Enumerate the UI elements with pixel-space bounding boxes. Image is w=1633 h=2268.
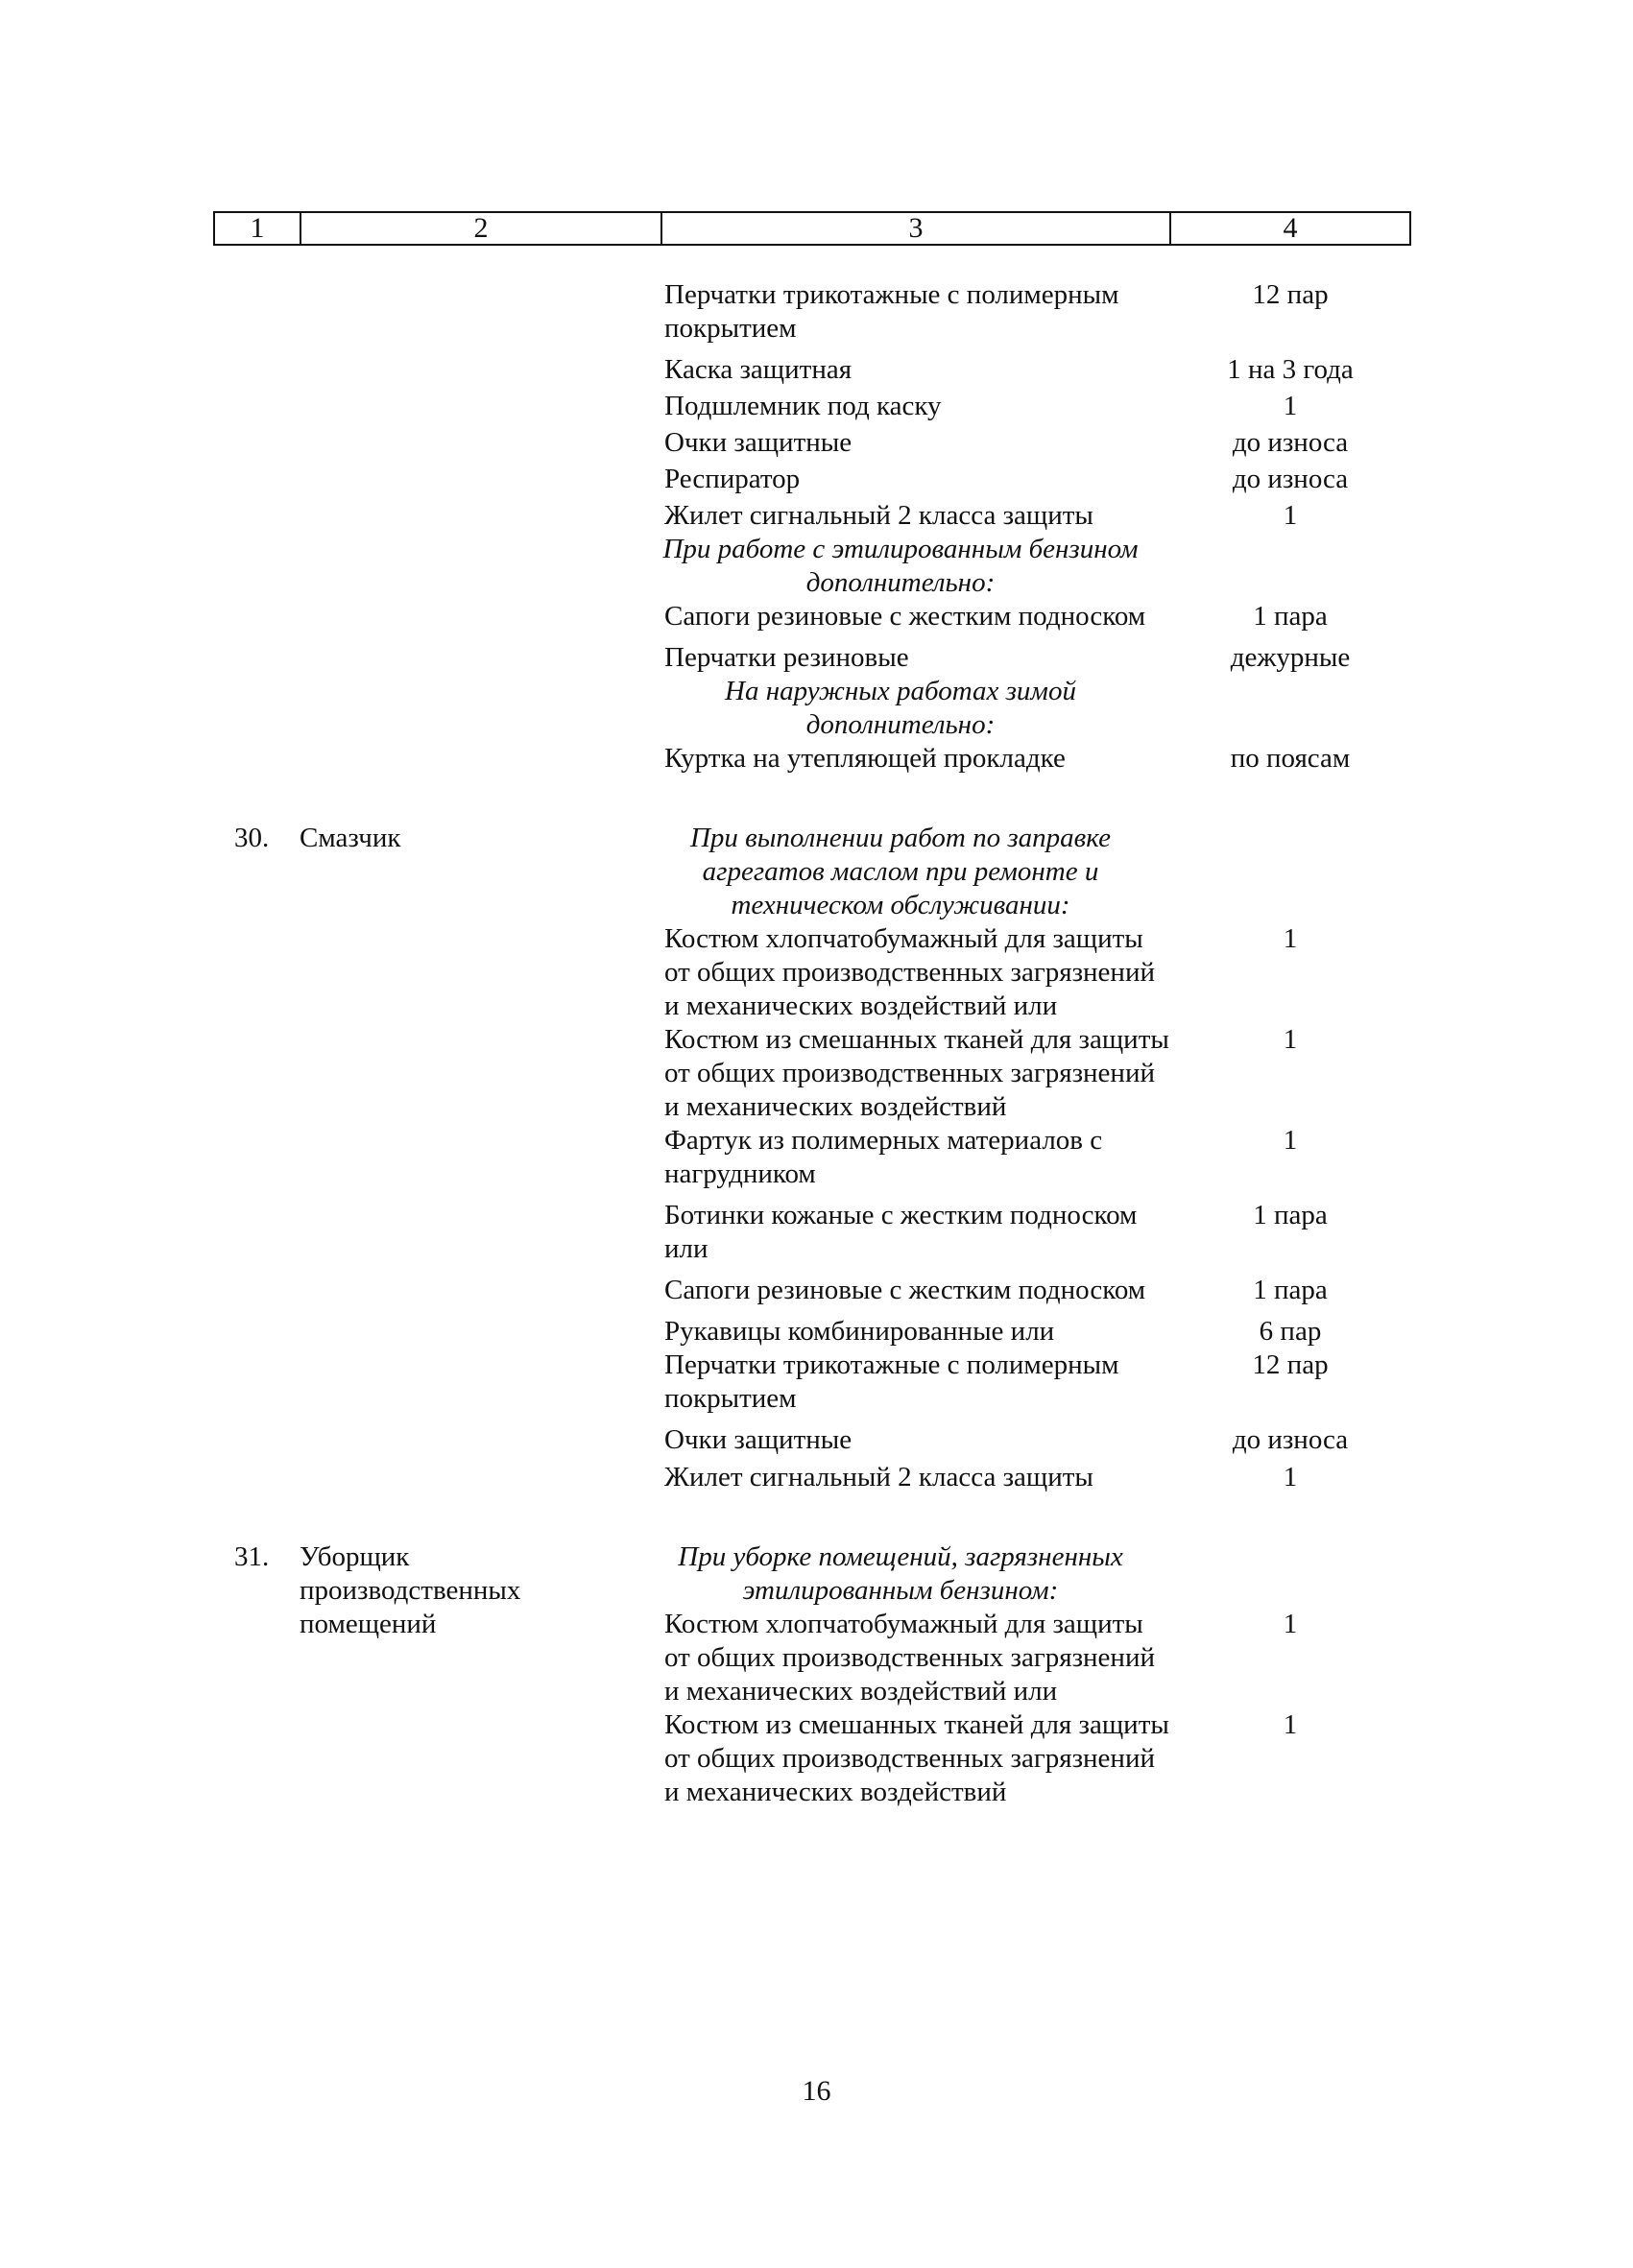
table-row: [660, 1423, 1411, 1457]
item-norm: 6 пар: [1259, 1316, 1322, 1347]
table-body: [213, 278, 1411, 1809]
item-name: Костюм из смешанных тканей для защиты от общих производственных загрязнений и механических воздействий: [664, 1024, 1169, 1122]
item-norm: 1: [1283, 1709, 1298, 1740]
header-cell-1: 1: [215, 213, 301, 244]
header-cell-3: 3: [662, 213, 1171, 244]
row-items: [660, 1540, 1411, 1809]
item-name: Костюм хлопчатобумажный для защиты от общих производственных загрязнений и механических воздействий или: [664, 923, 1155, 1021]
table-row: [660, 742, 1411, 776]
item-name: Очки защитные: [664, 427, 853, 458]
table-row: [660, 278, 1411, 346]
table-row: [660, 1274, 1411, 1307]
subheading-cleaning: При уборке помещений, загрязненных этилированным бензином:: [678, 1541, 1123, 1606]
subheading-leaded-gasoline: При работе с этилированным бензином дополнительно:: [662, 534, 1139, 598]
item-name: Подшлемник под каску: [664, 391, 942, 421]
item-norm: 1: [1283, 1024, 1298, 1055]
item-norm: до износа: [1232, 464, 1349, 494]
item-norm: 1: [1283, 391, 1298, 421]
item-name: Перчатки резиновые: [664, 642, 909, 673]
table-row: [660, 1349, 1411, 1416]
item-name: Сапоги резиновые с жестким подноском: [664, 601, 1146, 632]
table-row: [660, 600, 1411, 633]
item-name: Куртка на утепляющей прокладке: [664, 743, 1066, 774]
continued-row: [660, 278, 1411, 776]
table-row-31: [213, 1540, 1411, 1809]
item-name: Ботинки кожаные с жестким подноском или: [664, 1200, 1138, 1264]
table-row: [660, 426, 1411, 460]
item-norm: 1 пара: [1253, 1275, 1328, 1305]
job-title: Смазчик: [300, 823, 401, 853]
page-number: 16: [802, 2075, 831, 2107]
header-cell-2: 2: [301, 213, 662, 244]
item-name: Перчатки трикотажные с полимерным покрытием: [664, 279, 1119, 344]
table-row: [660, 1461, 1411, 1494]
item-name: Сапоги резиновые с жестким подноском: [664, 1275, 1146, 1305]
table-row: [660, 390, 1411, 423]
item-norm: 1: [1283, 1462, 1298, 1492]
item-name: Фартук из полимерных материалов с нагрудником: [664, 1125, 1103, 1189]
row-number: 31.: [234, 1541, 270, 1572]
item-name: Жилет сигнальный 2 класса защиты: [664, 1462, 1093, 1492]
table-row: [660, 1708, 1411, 1809]
item-norm: 1 пара: [1253, 601, 1328, 632]
table-row: [660, 1124, 1411, 1191]
item-name: Перчатки трикотажные с полимерным покрытием: [664, 1349, 1119, 1414]
item-norm: 1: [1283, 1125, 1298, 1156]
table-row: [660, 641, 1411, 675]
item-norm: 1: [1283, 923, 1298, 954]
table-row-30: [213, 822, 1411, 1494]
item-norm: 1: [1283, 500, 1298, 531]
item-name: Жилет сигнальный 2 класса защиты: [664, 500, 1093, 531]
job-title: Уборщик производственных помещений: [300, 1541, 521, 1639]
table-row: [660, 922, 1411, 1023]
item-norm: 1: [1283, 1609, 1298, 1639]
item-norm: до износа: [1232, 427, 1349, 458]
table-header-row: [213, 211, 1411, 246]
item-name: Костюм из смешанных тканей для защиты от общих производственных загрязнений и механических воздействий: [664, 1709, 1169, 1807]
table-row: [660, 1023, 1411, 1124]
item-name: Каска защитная: [664, 354, 853, 385]
item-name: Костюм хлопчатобумажный для защиты от общих производственных загрязнений и механических воздействий или: [664, 1609, 1155, 1707]
item-norm: 1 пара: [1253, 1200, 1328, 1230]
item-norm: по поясам: [1230, 743, 1351, 774]
item-norm: 12 пар: [1252, 1349, 1329, 1380]
row-number: 30.: [234, 823, 270, 853]
table-row: [660, 353, 1411, 387]
item-norm: дежурные: [1230, 642, 1351, 673]
header-cell-4: 4: [1283, 212, 1298, 244]
table-row: [660, 1608, 1411, 1708]
item-name: Респиратор: [664, 464, 801, 494]
subheading-outdoor-winter: На наружных работах зимой дополнительно:: [725, 676, 1076, 740]
item-norm: 1 на 3 года: [1227, 354, 1354, 385]
item-norm: до износа: [1232, 1424, 1349, 1455]
table-row: [660, 1199, 1411, 1266]
table-row: [660, 499, 1411, 533]
subheading-lubrication: При выполнении работ по заправке агрегатов маслом при ремонте и техническом обслуживании:: [689, 823, 1111, 920]
table-row: [660, 1315, 1411, 1349]
item-name: Очки защитные: [664, 1424, 853, 1455]
item-name: Рукавицы комбинированные или: [664, 1316, 1055, 1347]
row-items: [660, 822, 1411, 1494]
item-norm: 12 пар: [1252, 279, 1329, 310]
table-row: [660, 463, 1411, 496]
